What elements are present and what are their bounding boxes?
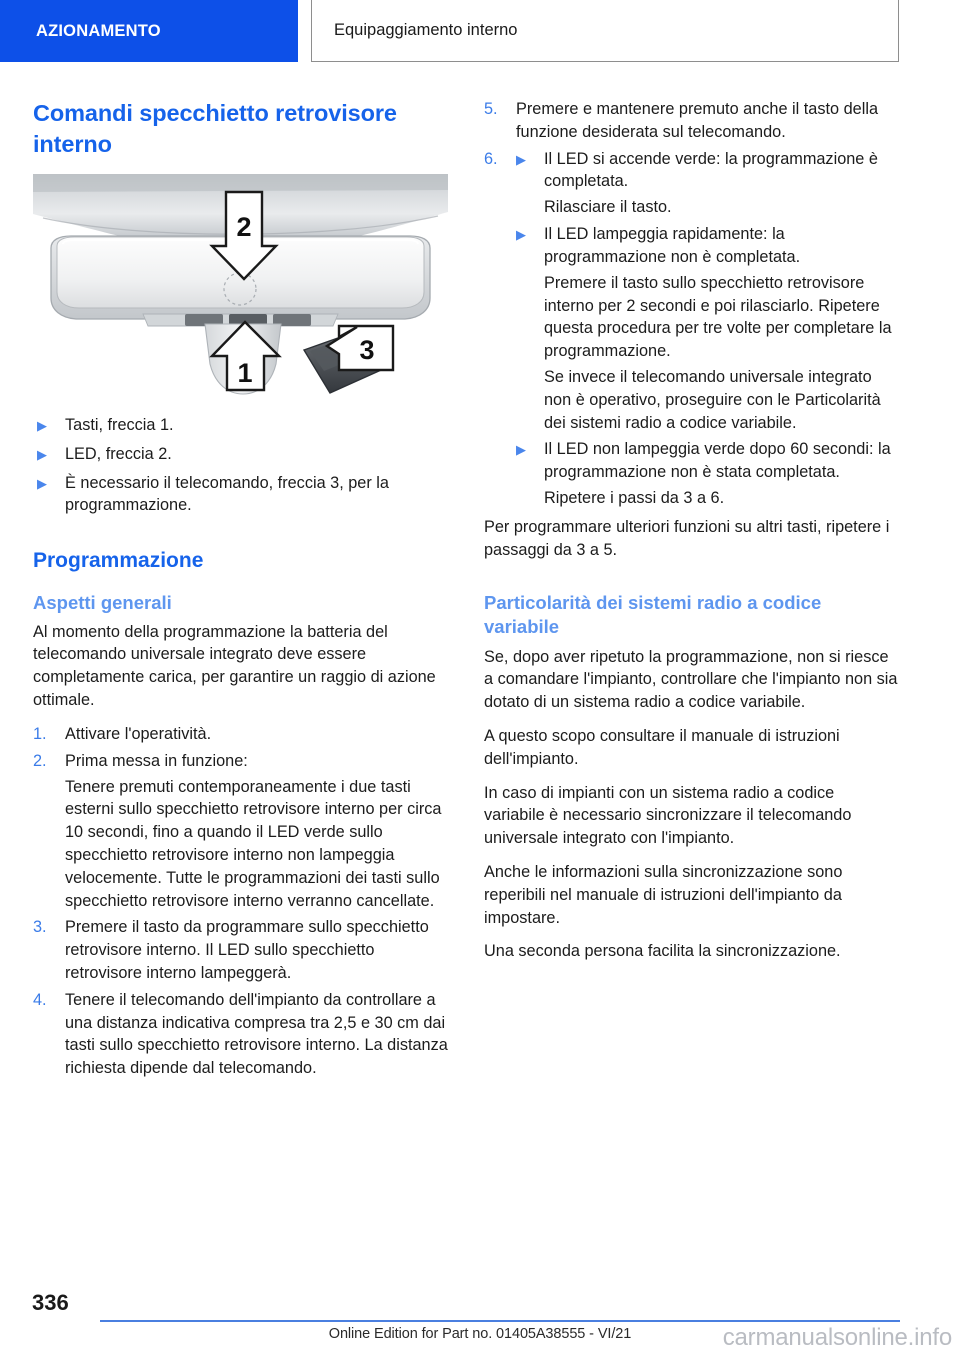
mirror-illustration-svg xyxy=(33,174,448,402)
page-header xyxy=(0,0,960,62)
svg-text:2: 2 xyxy=(236,212,252,243)
outcome-followup: Premere il tasto sullo specchietto retrovisore interno per 2 secondi e poi rilasciarlo. Ripetere questa procedura per tre volte per completare la programmazione. xyxy=(544,273,892,361)
step-number: 1. xyxy=(33,724,47,743)
list-item-text: Tasti, freccia 1. xyxy=(65,416,174,435)
step-text-continued: Tenere premuti contemporaneamente i due tasti esterni sullo specchietto retrovisore interno per circa 10 secondi, fino a quando il LED verde sullo specchietto retrovisore interno non lampeggia velocemente. Tutte le programmazioni dei tasti sullo specchietto retrovisore interno verranno cancellate. xyxy=(65,777,442,910)
list-item xyxy=(33,723,448,746)
step-number: 5. xyxy=(484,100,498,118)
subsection-heading-particolarita: Particolarità dei sistemi radio a codice variabile xyxy=(484,592,822,638)
outcome-followup: Ripetere i passi da 3 a 6. xyxy=(544,489,725,507)
step6-outcome-list xyxy=(516,148,899,510)
outcome-text: Il LED lampeggia rapidamente: la programmazione non è completata. xyxy=(544,225,801,266)
footer-edition-note: Online Edition for Part no. 01405A38555 - VI/21 xyxy=(328,1326,632,1342)
mirror-illustration xyxy=(33,174,448,402)
list-item xyxy=(484,98,899,144)
list-item-text: LED, freccia 2. xyxy=(65,444,172,463)
triangle-bullet-icon: ▶ xyxy=(516,227,526,243)
list-item xyxy=(33,414,448,437)
body-paragraph: Se, dopo aver ripetuto la programmazione, non si riesce a comandare l'impianto, controllare che l'impianto non sia dotato di un sistema radio a codice variabile. xyxy=(484,647,898,712)
step-text: Tenere il telecomando dell'impianto da controllare a una distanza indicativa compresa tra 2,5 e 30 cm dai tasti sullo specchietto retrovisore interno. La distanza richiesta dipende dal telecomando. xyxy=(65,990,448,1078)
body-paragraph: A questo scopo consultare il manuale di istruzioni dell'impianto. xyxy=(484,726,840,768)
list-item xyxy=(516,148,899,219)
header-chapter-label: AZIONAMENTO xyxy=(0,0,298,62)
header-section-label: Equipaggiamento interno xyxy=(311,0,899,62)
step-number: 2. xyxy=(33,751,47,770)
body-paragraph: Una seconda persona facilita la sincronizzazione. xyxy=(484,942,841,961)
outcome-followup: Rilasciare il tasto. xyxy=(544,198,672,217)
triangle-bullet-icon: ▶ xyxy=(516,151,526,167)
page-title: Comandi specchietto retrovisore interno xyxy=(33,100,397,158)
step-number: 6. xyxy=(484,149,498,168)
list-item xyxy=(516,223,899,434)
page-number: 336 xyxy=(32,1290,69,1315)
step-text: Premere il tasto da programmare sullo specchietto retrovisore interno. Il LED sullo specchietto retrovisore interno lampeggerà. xyxy=(65,918,429,982)
outcome-text: Il LED si accende verde: la programmazione è completata. xyxy=(544,149,878,191)
step-number: 3. xyxy=(33,918,47,937)
intro-paragraph: Al momento della programmazione la batteria del telecomando universale integrato deve essere completamente carica, per garantire un raggio di azione ottimale. xyxy=(33,622,436,710)
body-paragraph: In caso di impianti con un sistema radio a codice variabile è necessario sincronizzare il telecomando universale integrato con l'impianto. xyxy=(484,783,852,848)
triangle-bullet-icon: ▶ xyxy=(37,446,47,462)
triangle-bullet-icon: ▶ xyxy=(516,442,526,458)
list-item xyxy=(33,989,448,1080)
list-item xyxy=(33,472,448,518)
subsection-heading-aspetti-generali: Aspetti generali xyxy=(33,591,172,613)
list-item-text: È necessario il telecomando, freccia 3, per la programmazione. xyxy=(65,473,389,515)
step-text: Attivare l'operatività. xyxy=(65,724,212,743)
triangle-bullet-icon: ▶ xyxy=(37,418,47,434)
list-item xyxy=(33,443,448,466)
left-column xyxy=(33,98,448,1086)
list-item xyxy=(33,916,448,984)
list-item xyxy=(516,438,899,509)
procedure-steps-right xyxy=(484,98,899,510)
body-paragraph: Anche le informazioni sulla sincronizzazione sono reperibili nel manuale di istruzioni dell'impianto da impostare. xyxy=(484,863,843,927)
step-number: 4. xyxy=(33,990,47,1009)
right-column xyxy=(484,98,899,974)
page-footer xyxy=(0,1272,960,1362)
procedure-steps-left xyxy=(33,723,448,1080)
figure-legend-list xyxy=(33,414,448,517)
after-steps-paragraph: Per programmare ulteriori funzioni su altri tasti, ripetere i passaggi da 3 a 5. xyxy=(484,517,890,559)
list-item xyxy=(484,148,899,510)
outcome-followup: Se invece il telecomando universale integrato non è operativo, proseguire con le Particolarità dei sistemi radio a codice variabile. xyxy=(544,367,881,432)
footer-divider xyxy=(100,1320,900,1322)
svg-text:3: 3 xyxy=(359,335,375,366)
section-heading-programmazione: Programmazione xyxy=(33,549,204,573)
site-watermark: carmanualsonline.info xyxy=(722,1324,952,1351)
step-text: Prima messa in funzione: xyxy=(65,751,248,770)
triangle-bullet-icon: ▶ xyxy=(37,475,47,491)
outcome-text: Il LED non lampeggia verde dopo 60 secondi: la programmazione non è stata completata. xyxy=(544,440,891,482)
list-item xyxy=(33,750,448,913)
svg-text:1: 1 xyxy=(237,358,253,389)
step-text: Premere e mantenere premuto anche il tasto della funzione desiderata sul telecomando. xyxy=(516,100,879,141)
